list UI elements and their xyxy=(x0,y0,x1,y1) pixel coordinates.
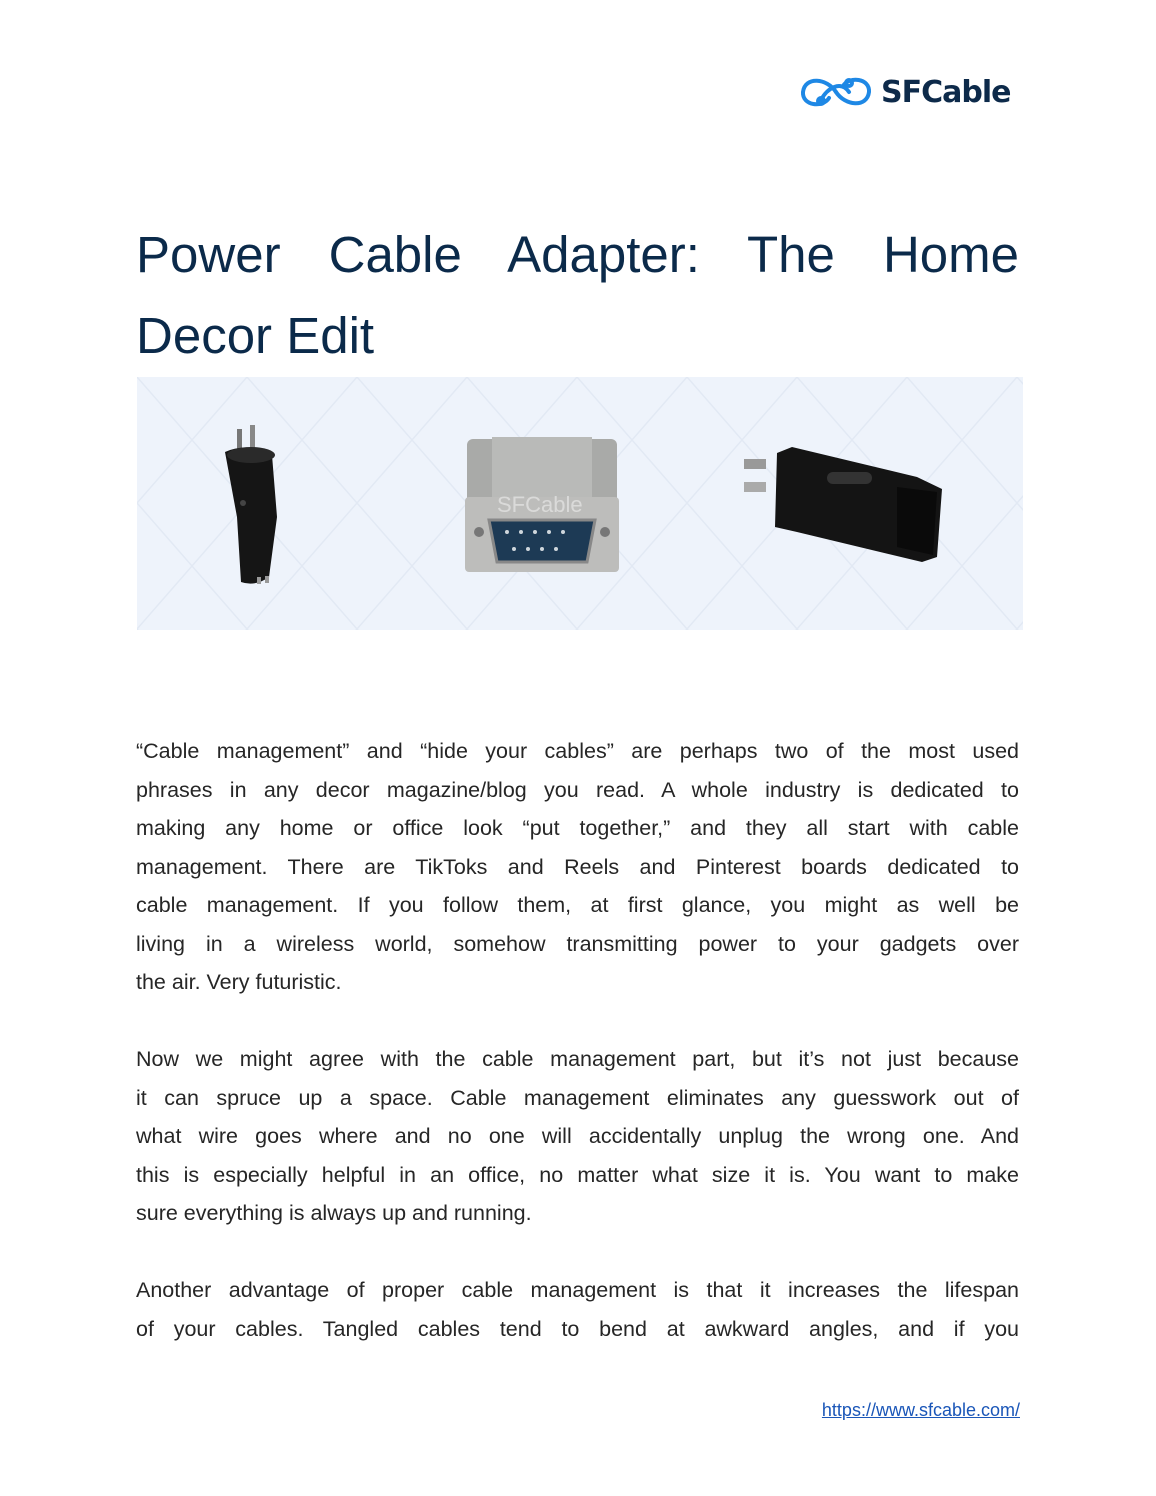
brand-name: SFCable xyxy=(881,74,1011,110)
paragraph-line: Another advantage of proper cable management is that it increases the lifespan xyxy=(136,1278,1019,1302)
db9-serial-adapter-image xyxy=(465,437,619,572)
website-link[interactable]: https://www.sfcable.com/ xyxy=(821,1400,1020,1420)
paragraph-line: of your cables. Tangled cables tend to bend at awkward angles, and if you xyxy=(136,1316,1019,1341)
paragraph-line: what wire goes where and no one will accidentally unplug the wrong one. And xyxy=(136,1124,1019,1148)
title-line: Power Cable Adapter: The Home xyxy=(136,226,1019,283)
title-line: Decor Edit xyxy=(136,307,375,364)
page-title xyxy=(136,214,1019,376)
watermark: SFCable xyxy=(497,492,583,517)
hero-image xyxy=(137,377,1023,630)
paragraph-line: “Cable management” and “hide your cables” are perhaps two of the most used xyxy=(136,739,1019,763)
paragraph-line: the air. Very futuristic. xyxy=(136,970,342,994)
paragraph-line: management. There are TikToks and Reels and Pinterest boards dedicated to xyxy=(136,854,1019,879)
paragraph-1 xyxy=(136,732,1019,1002)
paragraph-line: it can spruce up a space. Cable management eliminates any guesswork out of xyxy=(136,1085,1019,1110)
infinity-knot-icon xyxy=(797,70,875,114)
paragraph-3 xyxy=(136,1271,1019,1348)
paragraph-line: making any home or office look “put together,” and they all start with cable xyxy=(136,816,1019,840)
paragraph-line: Now we might agree with the cable management part, but it’s not just because xyxy=(136,1047,1019,1071)
paragraph-line: sure everything is always up and running. xyxy=(136,1201,532,1225)
brand-logo xyxy=(797,70,1010,114)
paragraph-line: this is especially helpful in an office, no matter what size it is. You want to make xyxy=(136,1162,1019,1187)
paragraph-2 xyxy=(136,1040,1019,1233)
paragraph-line: cable management. If you follow them, at first glance, you might as well be xyxy=(136,893,1019,917)
paragraph-line: phrases in any decor magazine/blog you read. A whole industry is dedicated to xyxy=(136,777,1019,802)
paragraph-line: living in a wireless world, somehow transmitting power to your gadgets over xyxy=(136,931,1019,956)
